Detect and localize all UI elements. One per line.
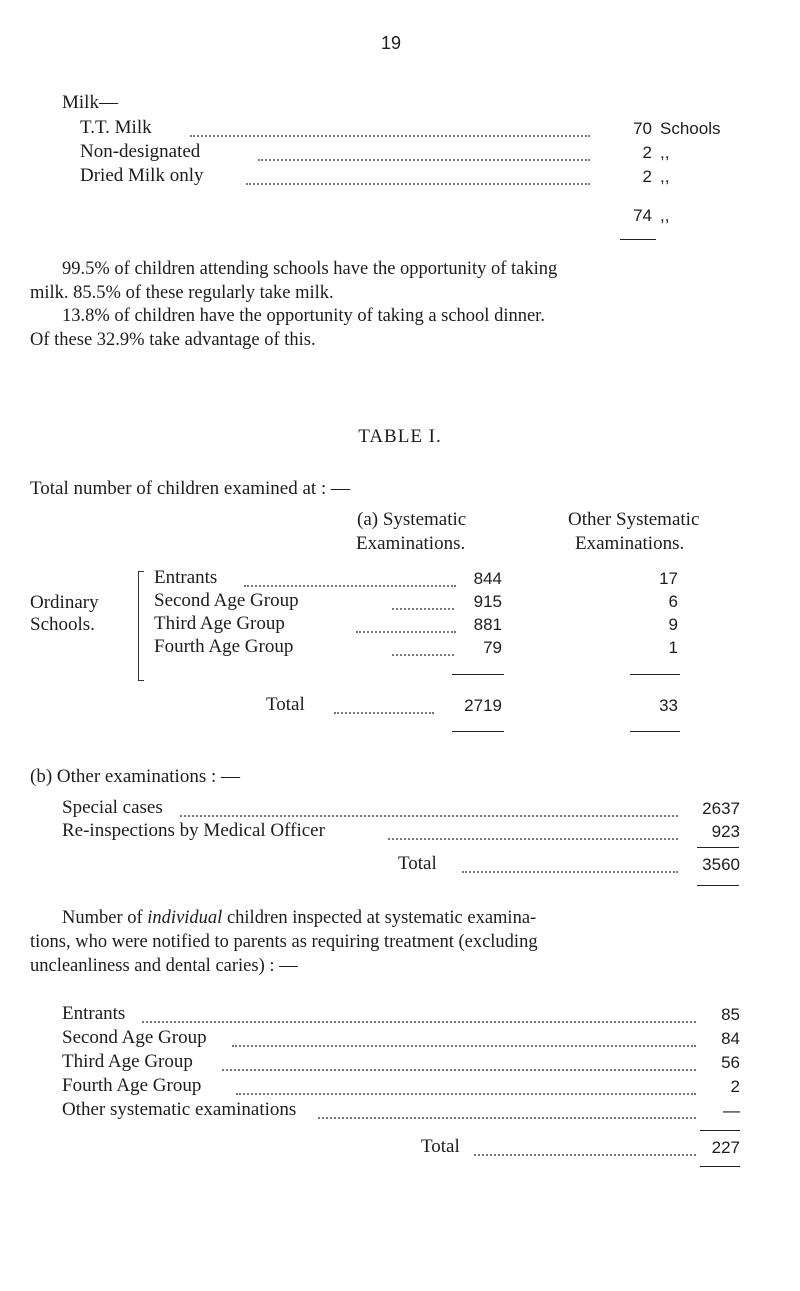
paragraph-line: milk. 85.5% of these regularly take milk.	[30, 283, 334, 303]
column-header-b: Other Systematic	[568, 509, 700, 530]
table-row-label: Second Age Group	[154, 590, 299, 611]
subtotal-rule	[630, 674, 680, 675]
group-brace	[138, 571, 149, 681]
individual-row-label: Second Age Group	[62, 1027, 207, 1048]
milk-row-unit: ,,	[660, 143, 670, 162]
other-exams-row-label: Re-inspections by Medical Officer	[62, 820, 325, 841]
leader-dots	[232, 1045, 696, 1047]
page-number: 19	[381, 33, 402, 53]
column-header-a: (a) Systematic	[357, 509, 467, 530]
other-exams-total-value: 3560	[702, 855, 740, 874]
milk-row-unit: ,,	[660, 167, 670, 186]
individual-row-value: —	[723, 1101, 740, 1120]
paragraph-line: uncleanliness and dental caries) : —	[30, 956, 298, 976]
individual-paragraph	[30, 906, 770, 978]
milk-paragraph	[30, 257, 770, 305]
leader-dots	[474, 1154, 696, 1156]
individual-row-label: Fourth Age Group	[62, 1075, 202, 1096]
individual-row-value: 84	[721, 1029, 740, 1048]
total-rule	[452, 731, 504, 732]
column-header-b: Examinations.	[575, 533, 685, 554]
table-cell-b: 1	[668, 638, 678, 657]
milk-row-value: 70	[633, 119, 652, 138]
leader-dots	[258, 159, 590, 161]
individual-row-value: 85	[721, 1005, 740, 1024]
group-label: Ordinary	[30, 592, 99, 613]
other-exams-row-value: 2637	[702, 799, 740, 818]
individual-total-value: 227	[711, 1138, 740, 1157]
table-cell-b: 9	[668, 615, 678, 634]
other-exams-heading: (b) Other examinations : —	[30, 766, 241, 787]
individual-row-label: Other systematic examinations	[62, 1099, 297, 1120]
leader-dots	[190, 135, 590, 137]
table-row-label: Entrants	[154, 567, 218, 588]
individual-total-label: Total	[421, 1136, 460, 1157]
milk-row-value: 2	[642, 167, 652, 186]
dinner-paragraph	[30, 304, 770, 352]
table-row-label: Fourth Age Group	[154, 636, 294, 657]
individual-row-label: Entrants	[62, 1003, 126, 1024]
leader-dots	[318, 1117, 696, 1119]
table-row-label: Third Age Group	[154, 613, 285, 634]
table-intro: Total number of children examined at : —	[30, 478, 350, 499]
leader-dots	[180, 815, 678, 817]
table-title: TABLE I.	[358, 426, 442, 447]
milk-row-label: Dried Milk only	[80, 165, 204, 186]
table-cell-a: 915	[473, 592, 502, 611]
leader-dots	[222, 1069, 696, 1071]
paragraph-line: tions, who were notified to parents as requiring treatment (excluding	[30, 932, 538, 952]
paragraph-line: Of these 32.9% take advantage of this.	[30, 330, 316, 350]
table-cell-b: 17	[659, 569, 678, 588]
other-exams-row-value: 923	[711, 822, 740, 841]
leader-dots	[142, 1021, 696, 1023]
milk-row-label: Non-designated	[80, 141, 201, 162]
subtotal-rule	[697, 847, 739, 848]
table-cell-a: 881	[473, 615, 502, 634]
other-exams-row-label: Special cases	[62, 797, 163, 818]
paragraph-line: 13.8% of children have the opportunity of taking a school dinner.	[62, 306, 545, 326]
table-total-label: Total	[266, 694, 305, 715]
table-cell-a: 844	[473, 569, 502, 588]
total-rule	[700, 1166, 740, 1167]
individual-row-value: 2	[730, 1077, 740, 1096]
milk-total-unit: ,,	[660, 206, 670, 225]
table-cell-b: 6	[668, 592, 678, 611]
total-rule	[697, 885, 739, 886]
milk-total-value: 74	[633, 206, 652, 225]
individual-row-label: Third Age Group	[62, 1051, 193, 1072]
individual-row-value: 56	[721, 1053, 740, 1072]
total-rule	[630, 731, 680, 732]
total-rule	[620, 239, 656, 240]
leader-dots	[462, 871, 678, 873]
leader-dots	[246, 183, 590, 185]
leader-dots	[334, 712, 434, 714]
group-label: Schools.	[30, 614, 95, 635]
subtotal-rule	[452, 674, 504, 675]
table-total-b: 33	[659, 696, 678, 715]
paragraph-emphasis: individual	[147, 908, 223, 928]
table-cell-a: 79	[483, 638, 502, 657]
milk-row-unit: Schools	[660, 119, 721, 138]
milk-row-label: T.T. Milk	[80, 117, 152, 138]
leader-dots	[244, 585, 456, 587]
paragraph-text: children inspected at systematic examina-	[222, 908, 537, 928]
paragraph-line	[30, 906, 770, 930]
milk-heading: Milk—	[62, 92, 118, 113]
table-total-a: 2719	[464, 696, 502, 715]
column-header-a: Examinations.	[356, 533, 466, 554]
leader-dots	[388, 838, 678, 840]
paragraph-line: 99.5% of children attending schools have the opportunity of taking	[62, 259, 558, 279]
other-exams-total-label: Total	[398, 853, 437, 874]
paragraph-text: Number of	[62, 908, 148, 928]
subtotal-rule	[700, 1130, 740, 1131]
milk-row-value: 2	[642, 143, 652, 162]
leader-dots	[236, 1093, 696, 1095]
